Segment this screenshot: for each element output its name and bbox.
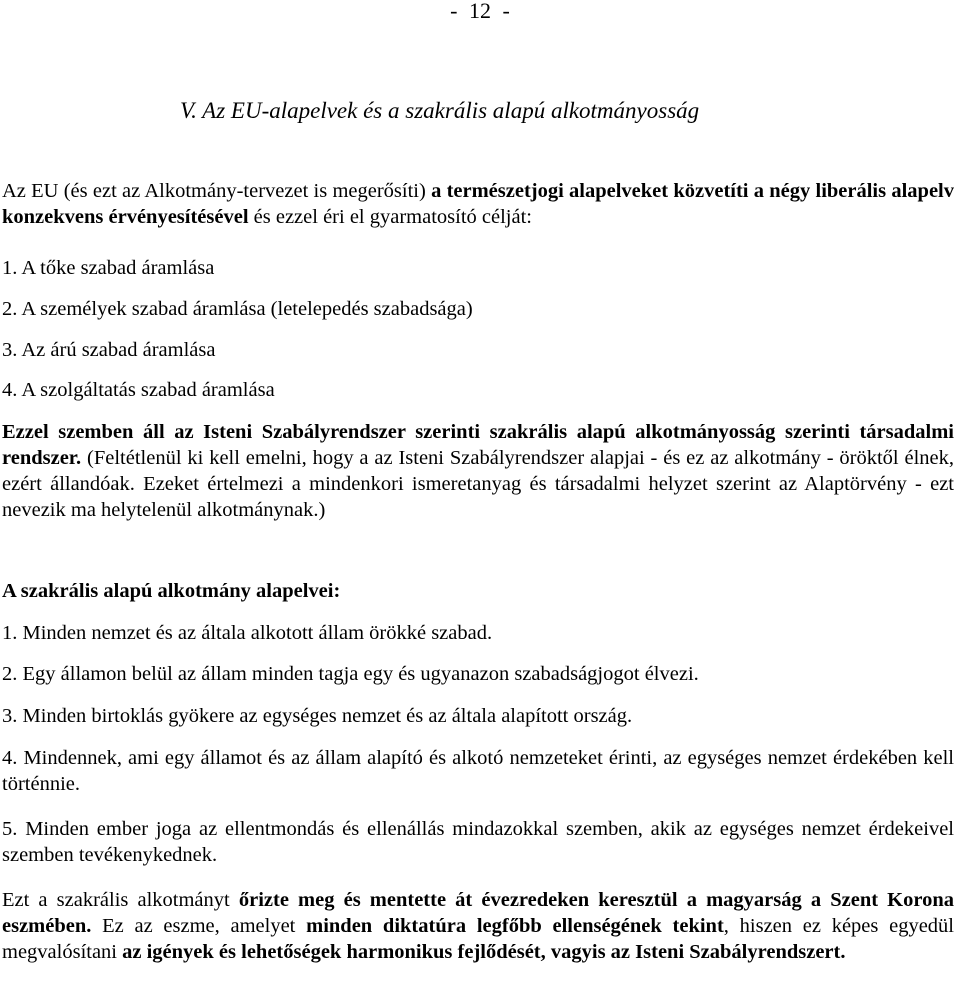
intro-text-1: Az EU (és ezt az Alkotmány-tervezet is megerősíti) [2, 180, 432, 202]
principle-4: 4. Mindennek, ami egy államot és az állam alapító és alkotó nemzeteket érinti, az egységes nemzet érdekében kell történnie. [2, 747, 954, 795]
intro-paragraph [2, 178, 954, 230]
principle-3: 3. Minden birtoklás gyökere az egységes nemzet és az általa alapított ország. [2, 705, 633, 727]
contrast-bold: Ezzel szemben áll az Isteni Szabályrendszer szerinti szakrális alapú alkotmányosság szerinti társadalmi rendszer. [2, 421, 954, 469]
intro-bold-1: a természetjogi alapelveket közvetíti a négy liberális alapelv konzekvens érvényesítésével [2, 180, 954, 228]
principle-2: 2. Egy államon belül az állam minden tagja egy és ugyanazon szabadságjogot élvezi. [2, 663, 699, 685]
contrast-paragraph [2, 419, 954, 523]
section-heading: V. Az EU-alapelvek és a szakrális alapú alkotmányosság [180, 98, 700, 123]
closing-bold-1: őrizte meg és mentette át évezredeken keresztül a magyarság a Szent Korona eszmében. [2, 889, 954, 937]
contrast-text: (Feltétlenül ki kell emelni, hogy a az Isteni Szabályrendszer alapjai - és ez az alkotmány - öröktől élnek, ezért állandóak. Ezeket értelmezi a mindenkori ismeretanyag és társadalmi helyzet szerint az Alaptörvény - ezt nevezik ma helytelenül alkotmánynak.) [2, 447, 954, 521]
eu-principle-2: 2. A személyek szabad áramlása (letelepedés szabadsága) [2, 298, 473, 320]
closing-text-3: , hiszen ez képes egyedül megvalósítani [2, 915, 955, 963]
principle-1: 1. Minden nemzet és az általa alkotott állam örökké szabad. [2, 622, 493, 644]
eu-principle-3: 3. Az árú szabad áramlása [2, 339, 216, 361]
eu-principle-1: 1. A tőke szabad áramlása [2, 257, 215, 279]
principle-5: 5. Minden ember joga az ellentmondás és ellenállás mindazokkal szemben, akik az egységes nemzet érdekeivel szemben tevékenykednek. [2, 818, 954, 866]
eu-principle-4: 4. A szolgáltatás szabad áramlása [2, 379, 275, 401]
closing-bold-2: minden diktatúra legfőbb ellenségének tekint [306, 915, 724, 937]
principles-title: A szakrális alapú alkotmány alapelvei: [2, 580, 341, 602]
closing-text-2: Ez az eszme, amelyet [91, 915, 307, 937]
closing-text-1: Ezt a szakrális alkotmányt [2, 889, 239, 911]
closing-paragraph [2, 887, 954, 965]
intro-text-2: és ezzel éri el gyarmatosító célját: [248, 206, 532, 228]
page-number: - 12 - [450, 0, 510, 23]
closing-bold-3: az igények és lehetőségek harmonikus fejlődését, vagyis az Isteni Szabályrendszert. [122, 941, 846, 963]
